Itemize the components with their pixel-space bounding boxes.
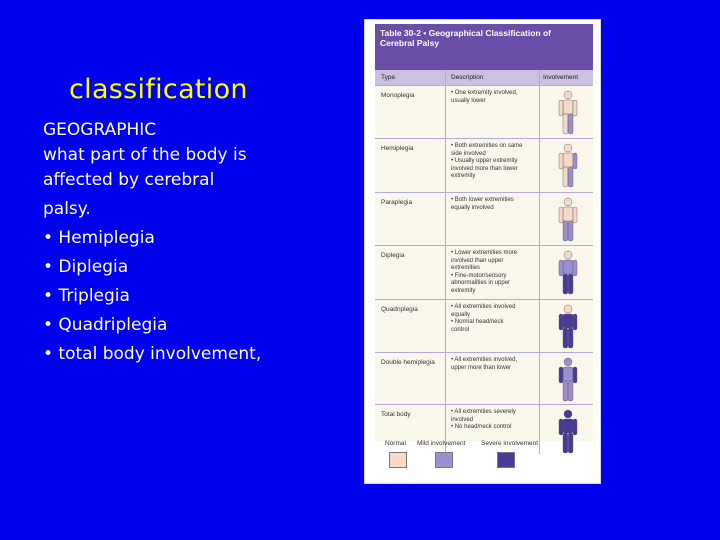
description-line: equally	[451, 311, 471, 318]
body-figure-icon	[555, 304, 581, 350]
body-line: • Quadriplegia	[43, 315, 168, 335]
description-line: involved than upper	[451, 257, 504, 264]
table-row	[375, 299, 593, 353]
description-line: extremity	[451, 173, 476, 179]
body-line: palsy.	[43, 199, 91, 219]
column-divider	[539, 70, 540, 454]
description-line: • No head/neck control	[451, 424, 512, 430]
row-type: Quadriplegia	[381, 306, 418, 313]
classification-table-image	[365, 20, 600, 483]
description-line: • Both extremities on same	[451, 143, 523, 149]
table-row	[375, 192, 593, 246]
description-line: • All extremities involved	[451, 304, 516, 310]
slide-title: classification	[69, 74, 248, 105]
description-line: side involved	[451, 150, 486, 157]
col-header-involvement: Involvement	[543, 74, 579, 81]
body-figure-icon	[555, 250, 581, 296]
body-line: • Diplegia	[43, 257, 129, 277]
body-line: • Triplegia	[43, 286, 130, 306]
row-description	[451, 197, 543, 212]
description-line: • Lower extremities more	[451, 250, 518, 256]
body-figure-icon	[555, 90, 581, 136]
table-column-headers	[375, 70, 593, 85]
table-row	[375, 404, 593, 441]
table-title-line: Table 30-2 • Geographical Classification of	[380, 28, 551, 38]
table-row	[375, 352, 593, 406]
description-line: equally involved	[451, 204, 494, 211]
description-line: usually lower	[451, 97, 486, 104]
table-row	[375, 85, 593, 139]
row-description	[451, 357, 543, 372]
row-description	[451, 90, 543, 105]
description-line: • Normal head/neck	[451, 319, 504, 325]
description-line: • All extremities severely	[451, 409, 516, 415]
legend-mild-label: Mild involvement	[417, 440, 466, 447]
row-type: Monoplegia	[381, 92, 415, 99]
description-line: extremities	[451, 265, 481, 271]
body-figure-icon	[555, 357, 581, 403]
row-description	[451, 304, 543, 334]
col-header-description: Description	[451, 74, 484, 81]
description-line: control	[451, 326, 470, 333]
row-type: Total body	[381, 411, 411, 418]
table-row	[375, 245, 593, 299]
body-line: what part of the body is	[43, 145, 247, 165]
legend-normal-label: Normal	[385, 440, 406, 447]
column-divider	[445, 70, 446, 454]
description-line: abnormalities in upper	[451, 280, 511, 286]
row-description	[451, 409, 543, 432]
body-line: GEOGRAPHIC	[43, 120, 157, 140]
description-line: • Usually upper extremity	[451, 158, 518, 164]
description-line: • All extremities involved,	[451, 357, 518, 363]
row-description	[451, 143, 543, 181]
row-type: Paraplegia	[381, 199, 413, 206]
body-line: • Hemiplegia	[43, 228, 155, 248]
table-title	[375, 24, 593, 70]
row-type: Double hemiplegia	[381, 359, 435, 366]
row-type: Diplegia	[381, 252, 405, 259]
body-line: • total body involvement,	[43, 344, 262, 364]
body-figure-icon	[555, 409, 581, 455]
slide-body	[43, 116, 283, 369]
description-line: • Both lower extremities	[451, 197, 514, 203]
body-figure-icon	[555, 197, 581, 243]
description-line: involved	[451, 416, 474, 423]
description-line: • Fine-motor/sensory	[451, 272, 507, 279]
legend-mild-swatch	[435, 452, 453, 468]
table-title-line: Cerebral Palsy	[380, 38, 440, 48]
col-header-type: Type	[381, 74, 396, 81]
description-line: • One extremity involved,	[451, 90, 518, 96]
row-description	[451, 250, 543, 295]
row-type: Hemiplegia	[381, 145, 414, 152]
description-line: extremity	[451, 287, 476, 294]
table-row	[375, 138, 593, 192]
legend-normal-swatch	[389, 452, 407, 468]
description-line: upper more than lower	[451, 364, 512, 371]
legend-severe-label: Severe involvement	[481, 440, 539, 447]
body-line: affected by cerebral	[43, 170, 215, 190]
description-line: involved more than lower	[451, 165, 518, 172]
body-figure-icon	[555, 143, 581, 189]
legend-severe-swatch	[497, 452, 515, 468]
